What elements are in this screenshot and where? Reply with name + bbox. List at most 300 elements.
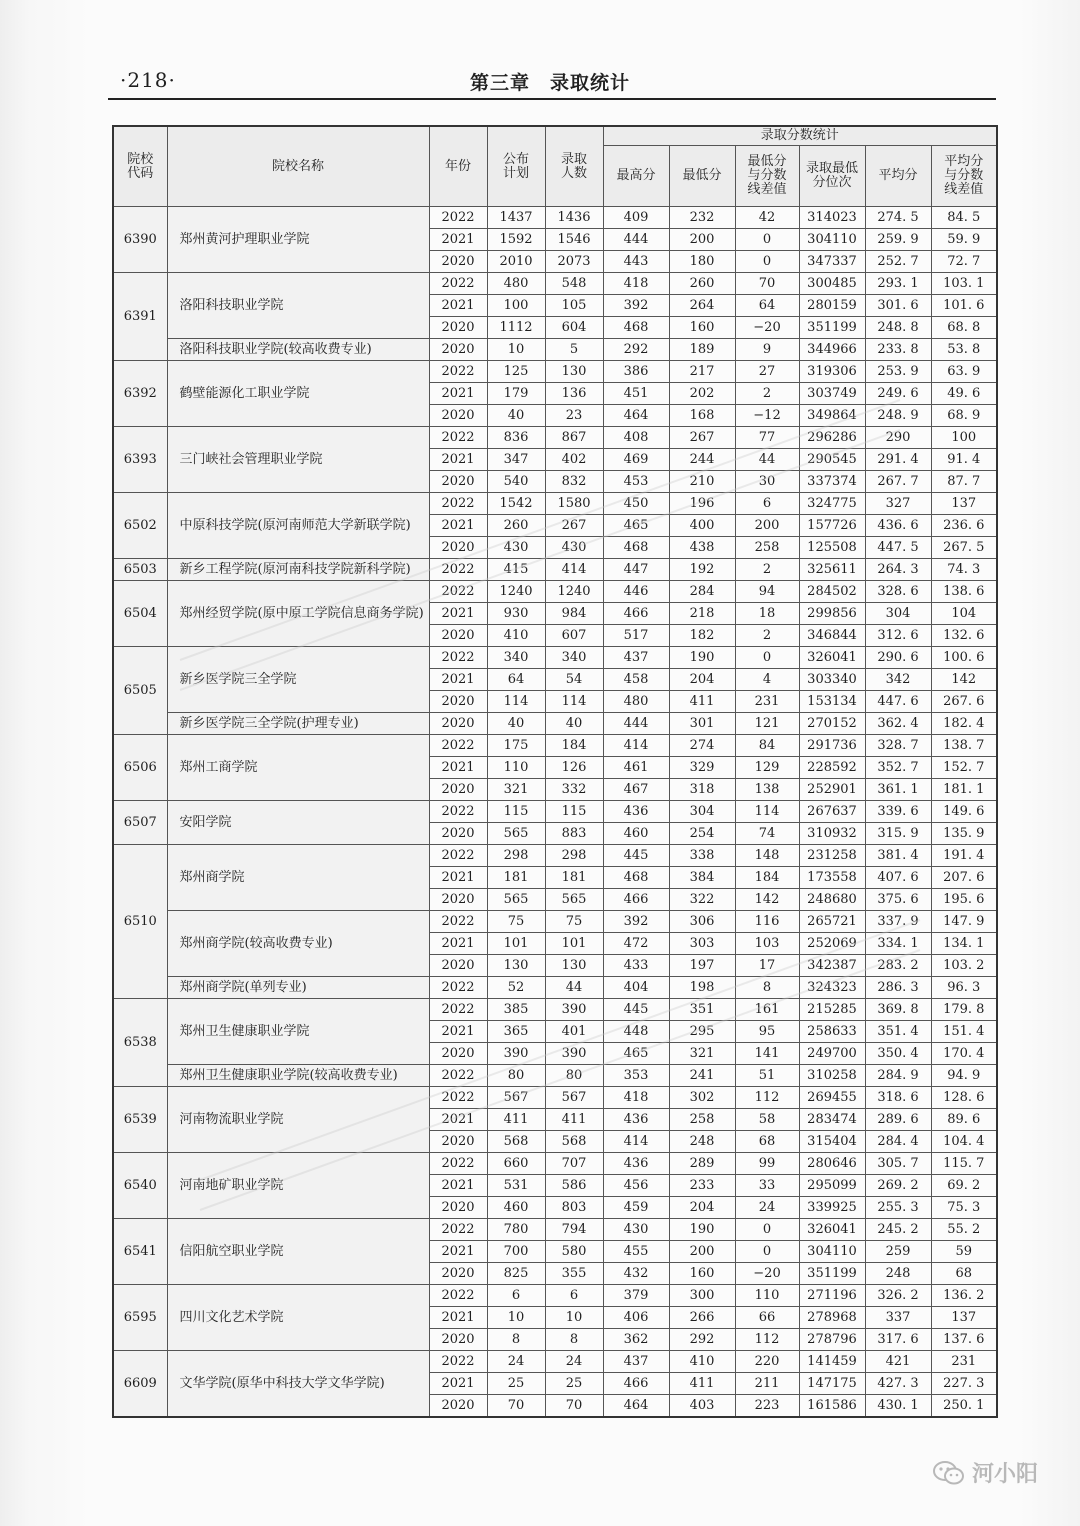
cell-name: 郑州商学院(单列专业) xyxy=(167,977,429,999)
cell-max-score: 453 xyxy=(603,471,669,493)
cell-year: 2022 xyxy=(429,273,487,295)
cell-min-rank: 280646 xyxy=(799,1153,865,1175)
cell-year: 2021 xyxy=(429,669,487,691)
cell-year: 2020 xyxy=(429,317,487,339)
table-row xyxy=(113,1065,997,1087)
cell-min-score: 258 xyxy=(669,1109,735,1131)
cell-max-score: 433 xyxy=(603,955,669,977)
cell-name: 河南物流职业学院 xyxy=(167,1087,429,1153)
cell-min-score: 202 xyxy=(669,383,735,405)
cell-min-score: 351 xyxy=(669,999,735,1021)
cell-min-score: 241 xyxy=(669,1065,735,1087)
cell-avg-diff: 104. 4 xyxy=(931,1131,997,1153)
table-row xyxy=(113,977,997,999)
cell-avg-diff: 128. 6 xyxy=(931,1087,997,1109)
cell-admitted: 181 xyxy=(545,867,603,889)
table-row xyxy=(113,999,997,1021)
header-rule xyxy=(108,98,996,100)
cell-min-score: 217 xyxy=(669,361,735,383)
cell-avg-diff: 236. 6 xyxy=(931,515,997,537)
cell-min-score: 254 xyxy=(669,823,735,845)
cell-admitted: 867 xyxy=(545,427,603,449)
cell-avg-score: 317. 6 xyxy=(865,1329,931,1351)
cell-admitted: 130 xyxy=(545,955,603,977)
cell-avg-diff: 182. 4 xyxy=(931,713,997,735)
table-row xyxy=(113,713,997,735)
cell-year: 2022 xyxy=(429,1153,487,1175)
cell-avg-score: 361. 1 xyxy=(865,779,931,801)
table-row xyxy=(113,1087,997,1109)
cell-avg-score: 315. 9 xyxy=(865,823,931,845)
cell-min-rank: 300485 xyxy=(799,273,865,295)
cell-plan: 101 xyxy=(487,933,545,955)
cell-year: 2020 xyxy=(429,405,487,427)
cell-max-score: 469 xyxy=(603,449,669,471)
cell-min-diff: 0 xyxy=(735,647,799,669)
cell-min-diff: 94 xyxy=(735,581,799,603)
cell-admitted: 130 xyxy=(545,361,603,383)
cell-min-rank: 326041 xyxy=(799,1219,865,1241)
table-row xyxy=(113,801,997,823)
cell-avg-score: 352. 7 xyxy=(865,757,931,779)
cell-plan: 130 xyxy=(487,955,545,977)
cell-year: 2021 xyxy=(429,867,487,889)
cell-max-score: 379 xyxy=(603,1285,669,1307)
cell-max-score: 480 xyxy=(603,691,669,713)
cell-min-rank: 269455 xyxy=(799,1087,865,1109)
table-row xyxy=(113,493,997,515)
cell-name: 信阳航空职业学院 xyxy=(167,1219,429,1285)
cell-plan: 567 xyxy=(487,1087,545,1109)
cell-min-score: 403 xyxy=(669,1395,735,1418)
cell-max-score: 448 xyxy=(603,1021,669,1043)
cell-name: 郑州工商学院 xyxy=(167,735,429,801)
cell-avg-score: 233. 8 xyxy=(865,339,931,361)
cell-max-score: 432 xyxy=(603,1263,669,1285)
cell-max-score: 436 xyxy=(603,1109,669,1131)
cell-min-rank: 147175 xyxy=(799,1373,865,1395)
cell-year: 2021 xyxy=(429,603,487,625)
cell-admitted: 2073 xyxy=(545,251,603,273)
cell-min-diff: 95 xyxy=(735,1021,799,1043)
cell-max-score: 446 xyxy=(603,581,669,603)
cell-admitted: 402 xyxy=(545,449,603,471)
cell-min-rank: 346844 xyxy=(799,625,865,647)
cell-max-score: 362 xyxy=(603,1329,669,1351)
cell-admitted: 115 xyxy=(545,801,603,823)
cell-min-rank: 258633 xyxy=(799,1021,865,1043)
cell-plan: 110 xyxy=(487,757,545,779)
footer-account-logo xyxy=(932,1457,1038,1488)
cell-avg-score: 447. 5 xyxy=(865,537,931,559)
table-row xyxy=(113,647,997,669)
cell-year: 2022 xyxy=(429,735,487,757)
cell-name: 新乡医学院三全学院(护理专业) xyxy=(167,713,429,735)
cell-plan: 568 xyxy=(487,1131,545,1153)
cell-min-diff: 161 xyxy=(735,999,799,1021)
cell-plan: 125 xyxy=(487,361,545,383)
cell-avg-diff: 68 xyxy=(931,1263,997,1285)
cell-min-diff: 0 xyxy=(735,1219,799,1241)
cell-avg-diff: 267. 6 xyxy=(931,691,997,713)
cell-max-score: 472 xyxy=(603,933,669,955)
cell-max-score: 464 xyxy=(603,405,669,427)
cell-min-score: 289 xyxy=(669,1153,735,1175)
cell-name: 四川文化艺术学院 xyxy=(167,1285,429,1351)
cell-admitted: 23 xyxy=(545,405,603,427)
cell-min-rank: 141459 xyxy=(799,1351,865,1373)
cell-min-score: 200 xyxy=(669,1241,735,1263)
cell-avg-score: 264. 3 xyxy=(865,559,931,581)
cell-min-rank: 304110 xyxy=(799,1241,865,1263)
cell-min-rank: 337374 xyxy=(799,471,865,493)
cell-max-score: 409 xyxy=(603,207,669,229)
header-plan: 公布 计划 xyxy=(487,126,545,207)
cell-avg-score: 259 xyxy=(865,1241,931,1263)
cell-avg-score: 253. 9 xyxy=(865,361,931,383)
cell-min-rank: 290545 xyxy=(799,449,865,471)
cell-min-diff: 223 xyxy=(735,1395,799,1418)
cell-min-diff: 44 xyxy=(735,449,799,471)
cell-admitted: 10 xyxy=(545,1307,603,1329)
cell-plan: 175 xyxy=(487,735,545,757)
cell-min-diff: 110 xyxy=(735,1285,799,1307)
cell-avg-score: 327 xyxy=(865,493,931,515)
cell-min-rank: 267637 xyxy=(799,801,865,823)
cell-max-score: 404 xyxy=(603,977,669,999)
cell-min-score: 284 xyxy=(669,581,735,603)
cell-avg-score: 301. 6 xyxy=(865,295,931,317)
cell-admitted: 707 xyxy=(545,1153,603,1175)
table-row xyxy=(113,581,997,603)
cell-avg-diff: 132. 6 xyxy=(931,625,997,647)
cell-avg-diff: 100 xyxy=(931,427,997,449)
cell-min-diff: −20 xyxy=(735,1263,799,1285)
cell-max-score: 460 xyxy=(603,823,669,845)
cell-min-rank: 161586 xyxy=(799,1395,865,1418)
cell-max-score: 443 xyxy=(603,251,669,273)
cell-avg-score: 248 xyxy=(865,1263,931,1285)
cell-avg-score: 337 xyxy=(865,1307,931,1329)
cell-max-score: 445 xyxy=(603,999,669,1021)
cell-min-rank: 310932 xyxy=(799,823,865,845)
cell-plan: 80 xyxy=(487,1065,545,1087)
table-row xyxy=(113,1219,997,1241)
cell-admitted: 40 xyxy=(545,713,603,735)
cell-year: 2022 xyxy=(429,1285,487,1307)
cell-min-diff: 138 xyxy=(735,779,799,801)
admission-stats-table xyxy=(112,125,998,1418)
cell-plan: 8 xyxy=(487,1329,545,1351)
header-name: 院校名称 xyxy=(167,126,429,207)
cell-name: 郑州卫生健康职业学院(较高收费专业) xyxy=(167,1065,429,1087)
cell-year: 2021 xyxy=(429,1241,487,1263)
cell-name: 郑州商学院 xyxy=(167,845,429,911)
cell-max-score: 517 xyxy=(603,625,669,647)
cell-min-diff: 112 xyxy=(735,1329,799,1351)
cell-max-score: 418 xyxy=(603,1087,669,1109)
table-row xyxy=(113,207,997,229)
cell-avg-diff: 137. 6 xyxy=(931,1329,997,1351)
cell-avg-diff: 267. 5 xyxy=(931,537,997,559)
cell-plan: 930 xyxy=(487,603,545,625)
cell-admitted: 411 xyxy=(545,1109,603,1131)
cell-avg-diff: 104 xyxy=(931,603,997,625)
cell-max-score: 459 xyxy=(603,1197,669,1219)
cell-plan: 660 xyxy=(487,1153,545,1175)
cell-avg-diff: 49. 6 xyxy=(931,383,997,405)
cell-min-diff: 0 xyxy=(735,1241,799,1263)
cell-avg-diff: 142 xyxy=(931,669,997,691)
cell-admitted: 984 xyxy=(545,603,603,625)
cell-avg-score: 436. 6 xyxy=(865,515,931,537)
cell-plan: 460 xyxy=(487,1197,545,1219)
table-row xyxy=(113,1153,997,1175)
cell-min-rank: 284502 xyxy=(799,581,865,603)
cell-year: 2020 xyxy=(429,955,487,977)
cell-avg-diff: 115. 7 xyxy=(931,1153,997,1175)
cell-code: 6541 xyxy=(113,1219,167,1285)
cell-avg-score: 407. 6 xyxy=(865,867,931,889)
cell-max-score: 466 xyxy=(603,889,669,911)
cell-year: 2020 xyxy=(429,1329,487,1351)
cell-year: 2020 xyxy=(429,1131,487,1153)
cell-max-score: 450 xyxy=(603,493,669,515)
cell-plan: 298 xyxy=(487,845,545,867)
cell-max-score: 468 xyxy=(603,867,669,889)
cell-avg-score: 362. 4 xyxy=(865,713,931,735)
cell-avg-score: 248. 8 xyxy=(865,317,931,339)
cell-min-diff: −20 xyxy=(735,317,799,339)
cell-plan: 70 xyxy=(487,1395,545,1418)
cell-admitted: 355 xyxy=(545,1263,603,1285)
cell-code: 6392 xyxy=(113,361,167,427)
cell-min-diff: 184 xyxy=(735,867,799,889)
cell-admitted: 126 xyxy=(545,757,603,779)
cell-max-score: 467 xyxy=(603,779,669,801)
cell-max-score: 451 xyxy=(603,383,669,405)
cell-min-diff: 18 xyxy=(735,603,799,625)
cell-min-score: 321 xyxy=(669,1043,735,1065)
cell-avg-score: 284. 9 xyxy=(865,1065,931,1087)
cell-max-score: 458 xyxy=(603,669,669,691)
cell-year: 2022 xyxy=(429,493,487,515)
cell-min-diff: 231 xyxy=(735,691,799,713)
cell-plan: 410 xyxy=(487,625,545,647)
cell-avg-score: 290. 6 xyxy=(865,647,931,669)
cell-max-score: 414 xyxy=(603,1131,669,1153)
cell-code: 6538 xyxy=(113,999,167,1087)
table-row xyxy=(113,845,997,867)
cell-avg-score: 284. 4 xyxy=(865,1131,931,1153)
cell-avg-score: 252. 7 xyxy=(865,251,931,273)
cell-plan: 430 xyxy=(487,537,545,559)
cell-min-score: 411 xyxy=(669,1373,735,1395)
cell-min-score: 338 xyxy=(669,845,735,867)
cell-admitted: 184 xyxy=(545,735,603,757)
cell-year: 2022 xyxy=(429,911,487,933)
cell-avg-diff: 59. 9 xyxy=(931,229,997,251)
cell-min-rank: 296286 xyxy=(799,427,865,449)
cell-avg-diff: 231 xyxy=(931,1351,997,1373)
cell-plan: 40 xyxy=(487,713,545,735)
cell-min-score: 266 xyxy=(669,1307,735,1329)
cell-year: 2020 xyxy=(429,1395,487,1418)
cell-max-score: 466 xyxy=(603,1373,669,1395)
cell-plan: 540 xyxy=(487,471,545,493)
cell-name: 河南地矿职业学院 xyxy=(167,1153,429,1219)
cell-admitted: 1240 xyxy=(545,581,603,603)
cell-min-diff: 112 xyxy=(735,1087,799,1109)
cell-plan: 390 xyxy=(487,1043,545,1065)
cell-min-diff: 103 xyxy=(735,933,799,955)
cell-min-diff: −12 xyxy=(735,405,799,427)
cell-avg-score: 291. 4 xyxy=(865,449,931,471)
cell-avg-diff: 55. 2 xyxy=(931,1219,997,1241)
cell-min-rank: 342387 xyxy=(799,955,865,977)
cell-admitted: 580 xyxy=(545,1241,603,1263)
cell-avg-diff: 75. 3 xyxy=(931,1197,997,1219)
account-name: 河小阳 xyxy=(972,1462,1039,1487)
cell-min-rank: 351199 xyxy=(799,317,865,339)
cell-max-score: 466 xyxy=(603,603,669,625)
cell-plan: 836 xyxy=(487,427,545,449)
cell-min-diff: 66 xyxy=(735,1307,799,1329)
cell-min-diff: 51 xyxy=(735,1065,799,1087)
cell-min-rank: 278968 xyxy=(799,1307,865,1329)
cell-year: 2020 xyxy=(429,713,487,735)
cell-avg-score: 249. 6 xyxy=(865,383,931,405)
cell-code: 6390 xyxy=(113,207,167,273)
cell-avg-score: 339. 6 xyxy=(865,801,931,823)
cell-year: 2020 xyxy=(429,1263,487,1285)
cell-avg-score: 269. 2 xyxy=(865,1175,931,1197)
cell-min-rank: 265721 xyxy=(799,911,865,933)
cell-min-score: 292 xyxy=(669,1329,735,1351)
cell-min-rank: 215285 xyxy=(799,999,865,1021)
cell-code: 6609 xyxy=(113,1351,167,1418)
cell-min-rank: 283474 xyxy=(799,1109,865,1131)
cell-avg-diff: 91. 4 xyxy=(931,449,997,471)
cell-avg-diff: 181. 1 xyxy=(931,779,997,801)
table-row xyxy=(113,1285,997,1307)
cell-avg-diff: 74. 3 xyxy=(931,559,997,581)
cell-min-rank: 347337 xyxy=(799,251,865,273)
cell-avg-score: 286. 3 xyxy=(865,977,931,999)
cell-code: 6505 xyxy=(113,647,167,735)
cell-admitted: 567 xyxy=(545,1087,603,1109)
header-score-stats: 录取分数统计 xyxy=(603,126,997,146)
cell-year: 2021 xyxy=(429,449,487,471)
cell-avg-diff: 134. 1 xyxy=(931,933,997,955)
cell-avg-score: 289. 6 xyxy=(865,1109,931,1131)
cell-min-score: 244 xyxy=(669,449,735,471)
page-number: ·218· xyxy=(120,68,176,92)
cell-max-score: 461 xyxy=(603,757,669,779)
cell-min-score: 168 xyxy=(669,405,735,427)
cell-admitted: 1546 xyxy=(545,229,603,251)
cell-admitted: 267 xyxy=(545,515,603,537)
cell-avg-diff: 72. 7 xyxy=(931,251,997,273)
cell-min-score: 304 xyxy=(669,801,735,823)
cell-plan: 1437 xyxy=(487,207,545,229)
cell-plan: 52 xyxy=(487,977,545,999)
cell-avg-score: 312. 6 xyxy=(865,625,931,647)
cell-min-score: 260 xyxy=(669,273,735,295)
cell-admitted: 136 xyxy=(545,383,603,405)
cell-min-score: 189 xyxy=(669,339,735,361)
cell-name: 安阳学院 xyxy=(167,801,429,845)
cell-plan: 565 xyxy=(487,889,545,911)
cell-plan: 64 xyxy=(487,669,545,691)
cell-min-rank: 125508 xyxy=(799,537,865,559)
cell-avg-diff: 59 xyxy=(931,1241,997,1263)
cell-avg-diff: 100. 6 xyxy=(931,647,997,669)
cell-year: 2021 xyxy=(429,1021,487,1043)
cell-avg-score: 342 xyxy=(865,669,931,691)
cell-avg-diff: 207. 6 xyxy=(931,867,997,889)
cell-avg-diff: 250. 1 xyxy=(931,1395,997,1418)
cell-avg-diff: 136. 2 xyxy=(931,1285,997,1307)
cell-avg-diff: 179. 8 xyxy=(931,999,997,1021)
table-row xyxy=(113,427,997,449)
cell-plan: 480 xyxy=(487,273,545,295)
cell-year: 2022 xyxy=(429,1351,487,1373)
cell-max-score: 418 xyxy=(603,273,669,295)
cell-min-diff: 77 xyxy=(735,427,799,449)
header-min-score: 最低分 xyxy=(669,146,735,207)
cell-year: 2020 xyxy=(429,691,487,713)
cell-min-rank: 326041 xyxy=(799,647,865,669)
cell-year: 2020 xyxy=(429,251,487,273)
cell-plan: 10 xyxy=(487,339,545,361)
cell-avg-score: 304 xyxy=(865,603,931,625)
cell-name: 三门峡社会管理职业学院 xyxy=(167,427,429,493)
cell-code: 6506 xyxy=(113,735,167,801)
cell-max-score: 456 xyxy=(603,1175,669,1197)
cell-min-rank: 271196 xyxy=(799,1285,865,1307)
cell-min-diff: 24 xyxy=(735,1197,799,1219)
cell-year: 2021 xyxy=(429,933,487,955)
cell-admitted: 548 xyxy=(545,273,603,295)
cell-max-score: 436 xyxy=(603,1153,669,1175)
cell-min-diff: 148 xyxy=(735,845,799,867)
cell-admitted: 75 xyxy=(545,911,603,933)
cell-min-diff: 142 xyxy=(735,889,799,911)
cell-max-score: 447 xyxy=(603,559,669,581)
table-row xyxy=(113,735,997,757)
cell-min-diff: 42 xyxy=(735,207,799,229)
cell-min-rank: 252901 xyxy=(799,779,865,801)
cell-max-score: 386 xyxy=(603,361,669,383)
cell-min-rank: 231258 xyxy=(799,845,865,867)
cell-plan: 365 xyxy=(487,1021,545,1043)
cell-min-score: 192 xyxy=(669,559,735,581)
cell-avg-score: 447. 6 xyxy=(865,691,931,713)
cell-name: 郑州商学院(较高收费专业) xyxy=(167,911,429,977)
cell-avg-diff: 191. 4 xyxy=(931,845,997,867)
cell-avg-score: 328. 7 xyxy=(865,735,931,757)
cell-min-rank: 349864 xyxy=(799,405,865,427)
cell-admitted: 101 xyxy=(545,933,603,955)
cell-max-score: 455 xyxy=(603,1241,669,1263)
cell-min-rank: 325611 xyxy=(799,559,865,581)
table-row xyxy=(113,339,997,361)
header-avg-diff: 平均分 与分数 线差值 xyxy=(931,146,997,207)
cell-avg-diff: 195. 6 xyxy=(931,889,997,911)
cell-code: 6595 xyxy=(113,1285,167,1351)
cell-min-score: 410 xyxy=(669,1351,735,1373)
